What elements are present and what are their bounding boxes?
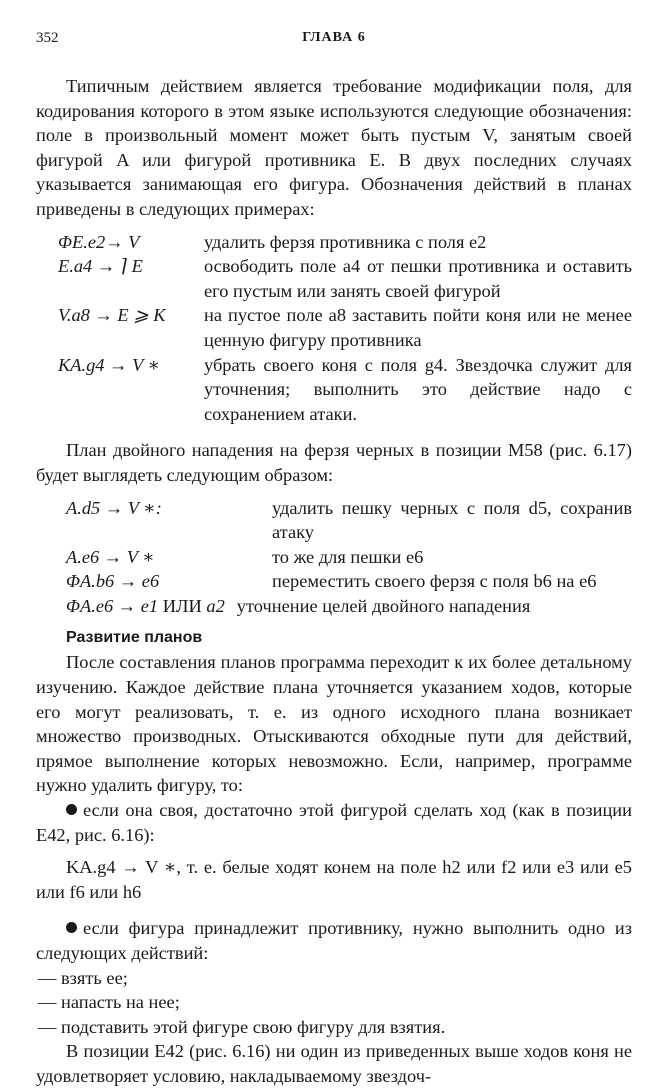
plan-text: уточнение целей двойного нападения	[236, 595, 531, 616]
book-page	[36, 30, 632, 1089]
example-row	[58, 230, 632, 255]
plan-formula: ΦA.b6 → e6	[66, 571, 160, 592]
plan-row	[66, 594, 632, 619]
plan-or-word: ИЛИ	[162, 595, 202, 616]
example-row	[58, 353, 632, 427]
plan-table	[36, 496, 632, 619]
plan-formula-b: a2	[206, 595, 225, 616]
body-paragraph: После составления планов программа переходит к их более детальному изучению. Каждое действие плана уточняется указанием ходов, которые его могут реализовать, т. е. из одного исходного плана возникает множество производных. Отыскиваются обходные пути для действий, прямое выполнение которых невозможно. Если, например, программе нужно удалить фигуру, то:	[36, 652, 632, 796]
plan-row	[66, 569, 632, 594]
bullet-paragraph	[36, 916, 632, 965]
section-heading: Развитие планов	[66, 629, 203, 647]
example-text: на пустое поле a8 заставить пойти коня или не менее ценную фигуру противника	[204, 305, 632, 350]
body-paragraph: В позиции E42 (рис. 6.16) ни один из приведенных выше ходов коня не удовлетворяет условию, накладываемому звездоч-	[36, 1041, 632, 1086]
example-formula: E.a4 → ⌉ E	[58, 256, 143, 277]
page-number: 352	[36, 30, 59, 46]
example-text: освободить поле a4 от пешки противника и оставить его пустым или занять своей фигурой	[204, 256, 632, 301]
plan-formula: A.d5 → V ∗:	[66, 497, 162, 518]
example-text: удалить ферзя противника с поля e2	[204, 231, 487, 252]
intro-paragraph: Типичным действием является требование модификации поля, для кодирования которого в этом языке используются следующие обозначения: поле в произвольный момент может быть пустым V, занятым своей фигурой A или фигурой противника E. В двух последних случаях указывается занимающая его фигура. Обозначения действий в планах приведены в следующих примерах:	[36, 76, 632, 219]
example-row	[58, 303, 632, 352]
bullet-icon	[66, 922, 77, 933]
plan-formula-a: ΦA.e6 → e1	[66, 595, 159, 616]
plan-row	[66, 545, 632, 570]
example-formula: KA.g4 → V ∗	[58, 354, 161, 375]
moves-line: KA.g4 → V ∗, т. е. белые ходят конем на поле h2 или f2 или e3 или e5 или f6 или h6	[36, 857, 632, 902]
example-formula: ΦE.e2→ V	[58, 231, 140, 252]
bullet-icon	[66, 804, 77, 815]
bullet-text: если фигура принадлежит противнику, нужно выполнить одно из следующих действий:	[36, 918, 632, 963]
examples-table	[36, 230, 632, 427]
bullet-text: если она своя, достаточно этой фигурой сделать ход (как в позиции E42, рис. 6.16):	[36, 800, 632, 845]
plan-intro-paragraph: План двойного нападения на ферзя черных в позиции M58 (рис. 6.17) будет выглядеть следующим образом:	[36, 440, 632, 485]
plan-row	[66, 496, 632, 545]
example-text: убрать своего коня с поля g4. Звездочка служит для уточнения; выполнить это действие надо с сохранением атаки.	[204, 354, 632, 424]
plan-text: то же для пешки e6	[272, 546, 424, 567]
dash-item: — подставить этой фигуре свою фигуру для взятия.	[38, 1016, 446, 1037]
plan-text: удалить пешку черных с поля d5, сохранив атаку	[272, 497, 632, 543]
dash-list	[36, 966, 632, 1040]
plan-text: переместить своего ферзя с поля b6 на e6	[272, 571, 597, 592]
dash-item: — напасть на нее;	[38, 992, 180, 1013]
bullet-paragraph	[36, 798, 632, 847]
example-row	[58, 254, 632, 303]
page-header	[36, 30, 632, 54]
dash-item: — взять ее;	[38, 967, 128, 988]
example-formula: V.a8 → E ⩾ K	[58, 305, 166, 326]
plan-formula: A.e6 → V ∗	[66, 546, 155, 567]
chapter-title: ГЛАВА 6	[302, 30, 366, 45]
plan-formula	[66, 594, 225, 619]
